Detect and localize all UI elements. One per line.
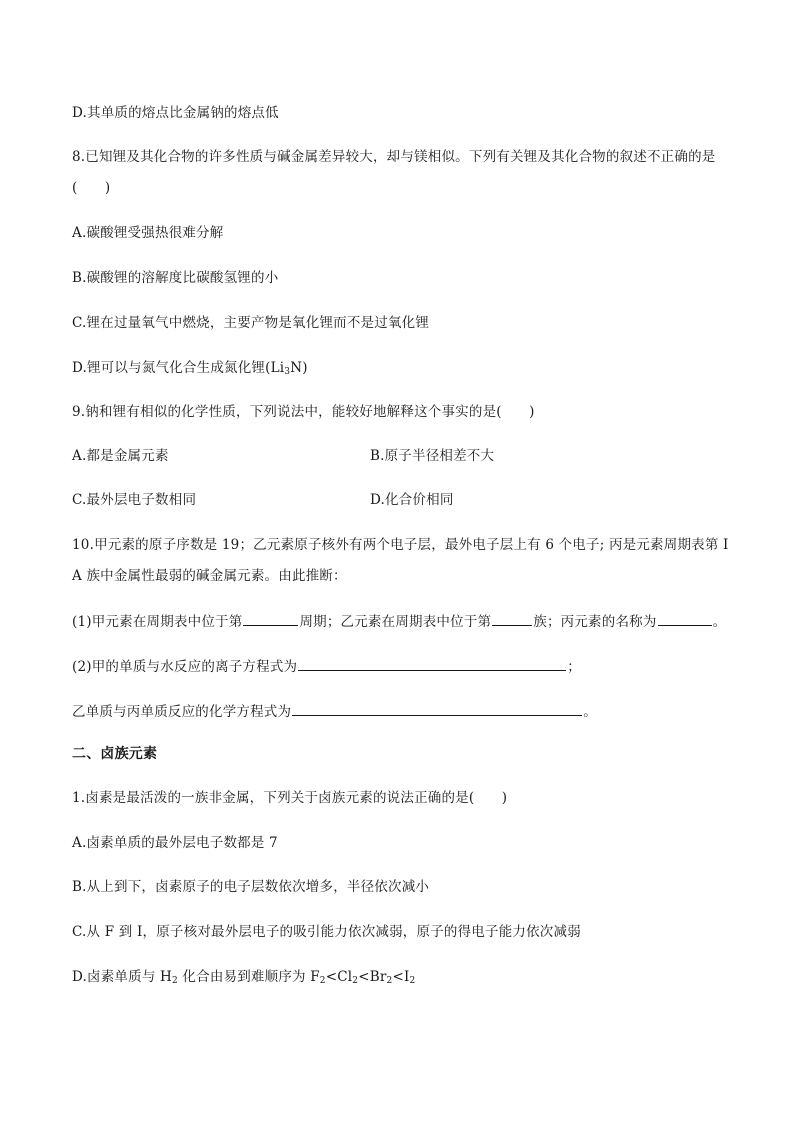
option-text: A.碳酸锂受强热很难分解 <box>72 225 224 241</box>
question-8-answer-paren <box>72 179 110 197</box>
question-8-stem <box>72 148 715 166</box>
q9-options-row-2 <box>72 491 722 509</box>
q9-option-b: B.原子半径相差不大 <box>370 448 495 464</box>
option-text: B.碳酸锂的溶解度比碳酸氢锂的小 <box>72 270 279 286</box>
q9-option-d: D.化合价相同 <box>370 492 454 508</box>
q9-options-row-1 <box>72 447 722 465</box>
question-9-text: 9.钠和锂有相似的化学性质，下列说法中，能较好地解释这个事实的是( ) <box>72 404 535 420</box>
question-8-text: 8.已知锂及其化合物的许多性质与碱金属差异较大，却与镁相似。下列有关锂及其化合物的叙述不正确的是 <box>72 149 716 165</box>
question-10-stem-line-2 <box>72 567 347 585</box>
subscript: 2 <box>409 976 416 986</box>
q7-option-d <box>72 104 279 122</box>
question-10-part-1 <box>72 611 726 631</box>
section-title: 二、卤族元素 <box>72 746 158 762</box>
question-10-text: A 族中金属性最弱的碱金属元素。由此推断： <box>72 568 347 584</box>
answer-blank[interactable] <box>292 701 582 716</box>
part-text: 乙单质与丙单质反应的化学方程式为 <box>72 704 292 720</box>
option-text: C.从 F 到 I，原子核对最外层电子的吸引能力依次减弱，原子的得电子能力依次减弱 <box>72 924 581 940</box>
answer-blank[interactable] <box>492 611 532 626</box>
option-text: <Cl <box>325 969 353 985</box>
option-text: C.锂在过量氧气中燃烧，主要产物是氧化锂而不是过氧化锂 <box>72 315 430 331</box>
part-text: 。 <box>712 614 727 630</box>
q8-option-d <box>72 359 308 377</box>
question-text: 1.卤素是最活泼的一族非金属，下列关于卤族元素的说法正确的是( ) <box>72 790 508 806</box>
q8-option-a <box>72 224 223 242</box>
q8-option-b <box>72 269 278 287</box>
part-text: 族；丙元素的名称为 <box>533 614 657 630</box>
option-text: <I <box>392 969 410 985</box>
s2q1-option-c <box>72 923 581 941</box>
option-text: D.卤素单质与 H <box>72 969 172 985</box>
question-10-stem-line-1 <box>72 536 729 554</box>
answer-paren: ( ) <box>72 180 111 196</box>
question-10-part-2 <box>72 656 581 676</box>
subscript: 2 <box>319 976 326 986</box>
subscript: 2 <box>172 976 178 986</box>
subscript: 2 <box>352 976 359 986</box>
option-text: 化合由易到难顺序为 F <box>177 969 320 985</box>
option-text: D.锂可以与氮气化合生成氮化锂(Li <box>72 360 285 376</box>
subscript: 3 <box>284 367 291 377</box>
question-10-text: 10.甲元素的原子序数是 19；乙元素原子核外有两个电子层，最外电子层上有 6 个电子; 丙是元素周期表第 I <box>72 537 729 553</box>
part-text: (1)甲元素在周期表中位于第 <box>72 614 243 630</box>
answer-blank[interactable] <box>658 611 712 626</box>
section2-question-1-stem <box>72 789 507 807</box>
part-text: 。 <box>583 704 597 720</box>
answer-blank[interactable] <box>298 656 566 671</box>
question-10-part-3 <box>72 701 597 721</box>
s2q1-option-b <box>72 878 429 896</box>
option-text: A.卤素单质的最外层电子数都是 7 <box>72 835 278 851</box>
q9-option-c: C.最外层电子数相同 <box>72 492 197 508</box>
option-text: N) <box>290 360 308 376</box>
s2q1-option-d <box>72 968 415 986</box>
answer-blank[interactable] <box>243 611 298 626</box>
part-text: ； <box>567 659 581 675</box>
part-text: (2)甲的单质与水反应的离子方程式为 <box>72 659 298 675</box>
subscript: 2 <box>386 976 393 986</box>
option-text: B.从上到下，卤素原子的电子层数依次增多，半径依次减小 <box>72 879 430 895</box>
question-9-stem <box>72 403 535 421</box>
part-text: 周期；乙元素在周期表中位于第 <box>299 614 492 630</box>
q7-option-d-text: D.其单质的熔点比金属钠的熔点低 <box>72 105 279 121</box>
q8-option-c <box>72 314 429 332</box>
q9-option-a: A.都是金属元素 <box>72 448 169 464</box>
option-text: <Br <box>358 969 387 985</box>
s2q1-option-a <box>72 834 278 852</box>
section-heading-halogens <box>72 745 157 763</box>
